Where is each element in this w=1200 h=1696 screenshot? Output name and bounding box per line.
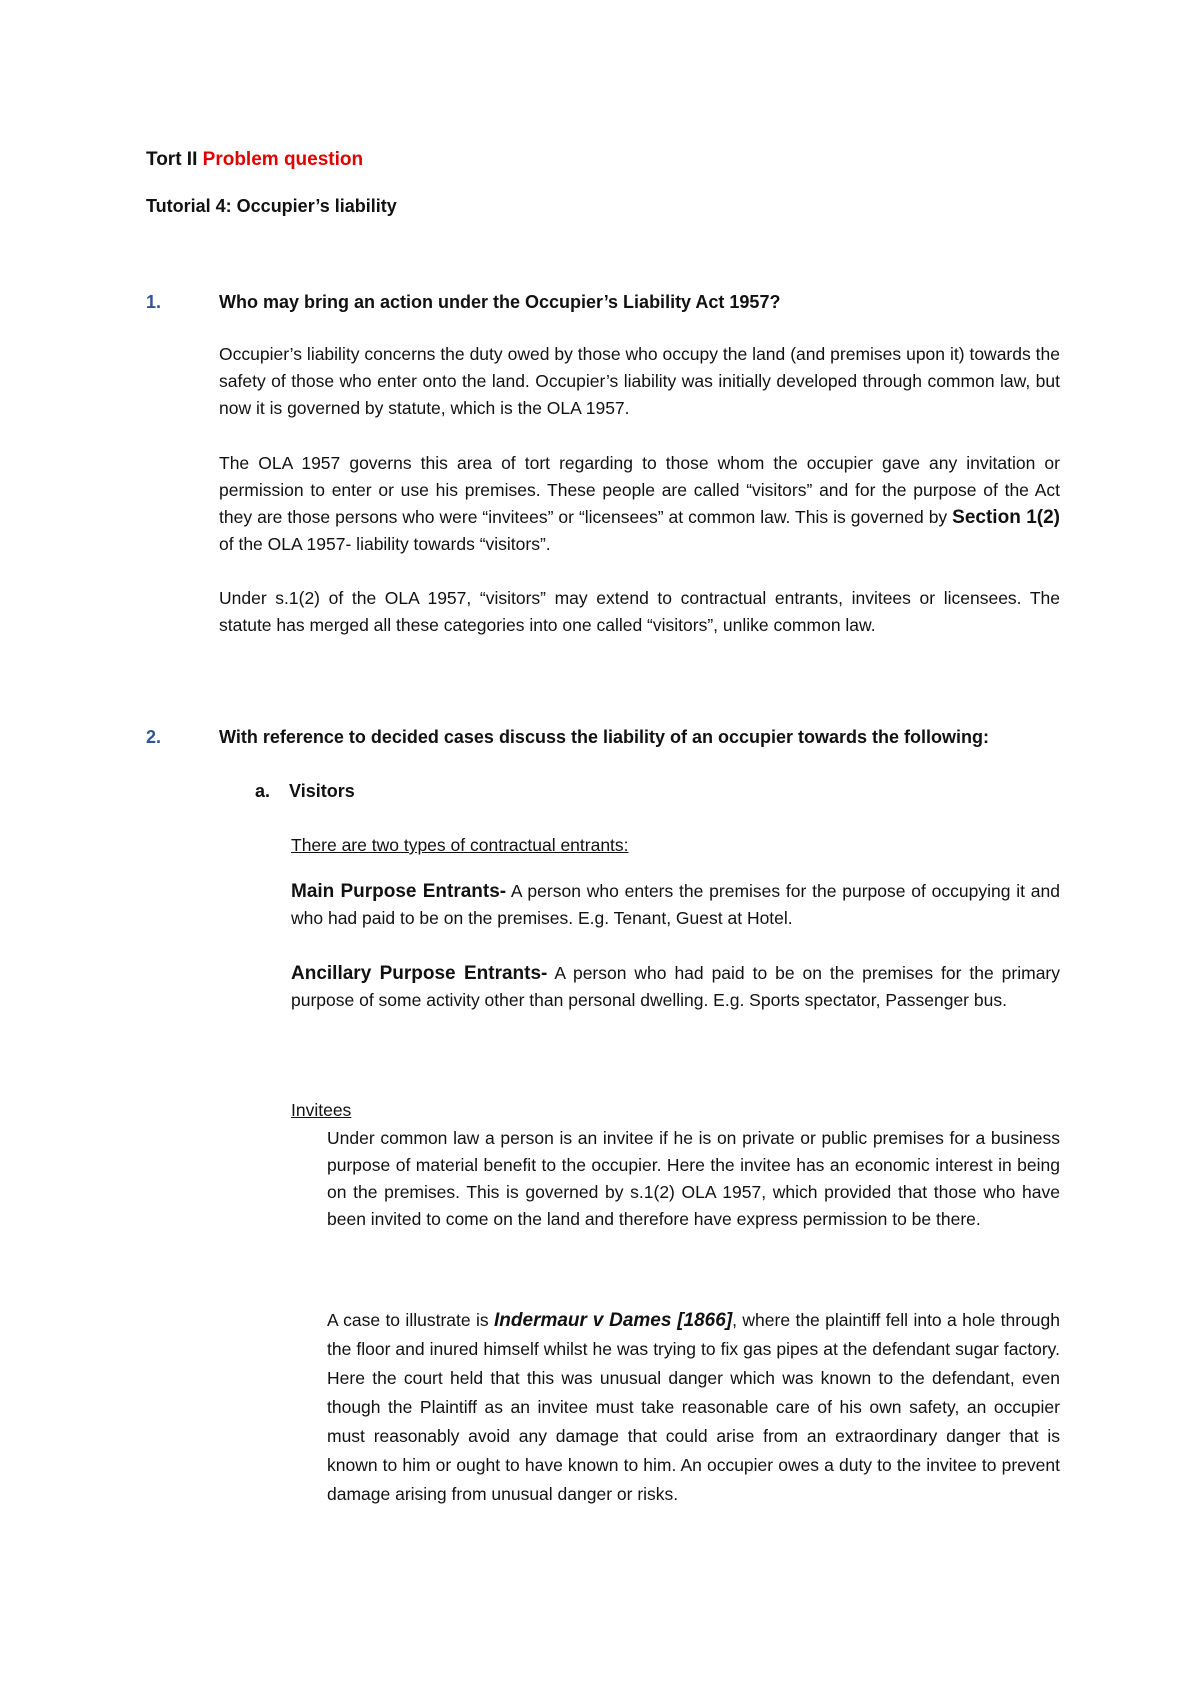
q1-paragraph-2-text: The OLA 1957 governs this area of tort regarding to those whom the occupier gave any invitation or permission to enter or use his premises. These people are called “visitors” and for the purpose of the Act they are those persons who were “invitees” or “licensees” at common law. This is governed by xyxy=(219,453,1060,527)
ancillary-purpose-term: Ancillary Purpose Entrants- xyxy=(291,963,548,984)
question-1-text: Who may bring an action under the Occupier’s Liability Act 1957? xyxy=(219,292,781,312)
contractual-entrants-heading: There are two types of contractual entrants: xyxy=(291,835,629,855)
subheading-letter: a. xyxy=(255,781,271,801)
subheading-title: Visitors xyxy=(289,781,355,801)
section-reference: Section 1(2) xyxy=(952,507,1060,528)
document-title xyxy=(146,146,363,173)
case-text: , where the plaintiff fell into a hole through the floor and inured himself whilst he was trying to fix gas pipes at the defendant sugar factory. Here the court held that this was unusual danger which was known to the defendant, even though the Plaintiff as an invitee must take reasonable care of his own safety, an occupier must reasonably avoid any damage that could arise from an extraordinary danger that is known to him or ought to have known to him. An occupier owes a duty to the invitee to prevent damage arising from unusual danger or risks. xyxy=(327,1310,1060,1504)
case-intro: A case to illustrate is xyxy=(327,1310,495,1330)
problem-question-tag: Problem question xyxy=(202,149,364,170)
question-2-number: 2. xyxy=(146,727,162,747)
subheading-visitors xyxy=(255,778,355,805)
course-name: Tort II xyxy=(146,149,198,170)
q1-paragraph-2 xyxy=(219,450,1060,558)
invitees-heading: Invitees xyxy=(291,1100,352,1120)
ancillary-purpose-entrants xyxy=(291,960,1060,1014)
question-1-number: 1. xyxy=(146,292,162,312)
main-purpose-text: A person who enters the premises for the purpose of occupying it and who had paid to be on the premises. E.g. Tenant, Guest at Hotel. xyxy=(291,881,1060,928)
main-purpose-entrants xyxy=(291,878,1060,932)
question-2 xyxy=(146,724,1066,752)
main-purpose-term: Main Purpose Entrants- xyxy=(291,881,507,902)
question-2-text: With reference to decided cases discuss the liability of an occupier towards the following: xyxy=(219,727,990,747)
case-paragraph xyxy=(327,1306,1060,1509)
q1-paragraph-2-end: of the OLA 1957- liability towards “visitors”. xyxy=(219,534,551,554)
q1-paragraph-3: Under s.1(2) of the OLA 1957, “visitors” may extend to contractual entrants, invitees or licensees. The statute has merged all these categories into one called “visitors”, unlike common law. xyxy=(219,588,1060,635)
case-name: Indermaur v Dames [1866] xyxy=(494,1310,733,1331)
tutorial-title: Tutorial 4: Occupier’s liability xyxy=(146,196,397,216)
ancillary-purpose-text: A person who had paid to be on the premises for the primary purpose of some activity other than personal dwelling. E.g. Sports spectator, Passenger bus. xyxy=(291,963,1061,1010)
invitees-paragraph: Under common law a person is an invitee if he is on private or public premises for a business purpose of material benefit to the occupier. Here the invitee has an economic interest in being on the premises. This is governed by s.1(2) OLA 1957, which provided that those who have been invited to come on the land and therefore have express permission to be there. xyxy=(327,1128,1060,1229)
q1-paragraph-1: Occupier’s liability concerns the duty owed by those who occupy the land (and premises upon it) towards the safety of those who enter onto the land. Occupier’s liability was initially developed through common law, but now it is governed by statute, which is the OLA 1957. xyxy=(219,344,1060,418)
